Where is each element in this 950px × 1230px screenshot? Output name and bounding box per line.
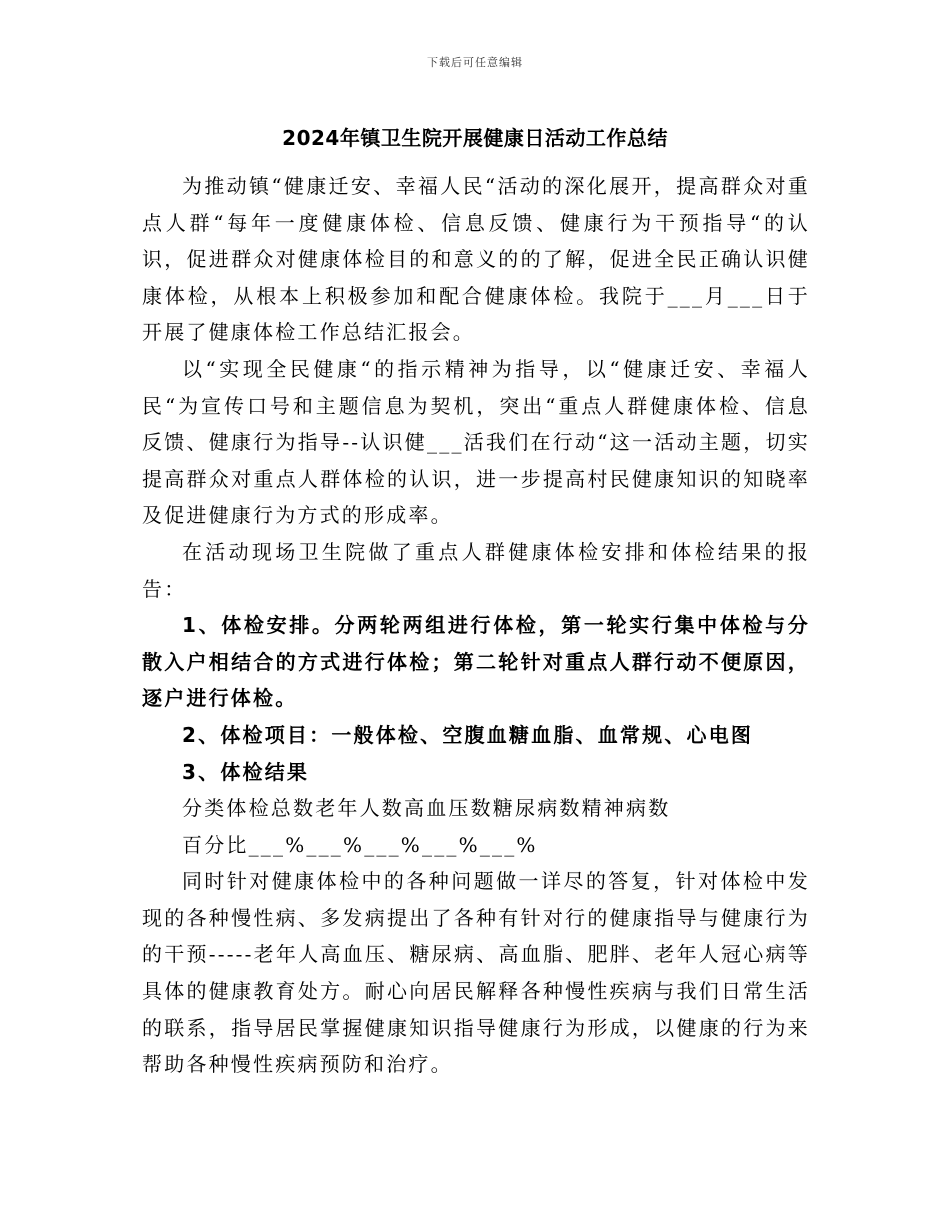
document-body bbox=[142, 168, 810, 1083]
paragraph-report-intro: 在活动现场卫生院做了重点人群健康体检安排和体检结果的报告： bbox=[142, 539, 810, 601]
results-categories-line: 分类体检总数老年人数高血压数糖尿病数精神病数 bbox=[182, 796, 671, 821]
section-exam-items: 2、体检项目：一般体检、空腹血糖血脂、血常规、心电图 bbox=[182, 722, 754, 747]
header-note: 下载后可任意编辑 bbox=[427, 56, 523, 69]
paragraph-intro: 为推动镇“健康迁安、幸福人民“活动的深化展开，提高群众对重点人群“每年一度健康体检、信息反馈、健康行为干预指导“的认识，促进群众对健康体检目的和意义的的了解，促进全民正确认识健康体检，从根本上积极参加和配合健康体检。我院于___月___日于开展了健康体检工作总结汇报会。 bbox=[142, 174, 810, 345]
section-exam-results: 3、体检结果 bbox=[182, 759, 310, 784]
page-title: 2024年镇卫生院开展健康日活动工作总结 bbox=[282, 126, 668, 150]
results-percentage-line: 百分比___%___%___%___%___% bbox=[182, 832, 538, 857]
paragraph-guidance: 以“实现全民健康“的指示精神为指导，以“健康迁安、幸福人民“为宣传口号和主题信息为契机，突出“重点人群健康体检、信息反馈、健康行为指导--认识健___活我们在行动“这一活动主题，切实提高群众对重点人群体检的认识，进一步提高村民健康知识的知晓率及促进健康行为方式的形成率。 bbox=[142, 356, 810, 528]
section-exam-arrangement: 1、体检安排。分两轮两组进行体检，第一轮实行集中体检与分散入户相结合的方式进行体检；第二轮针对重点人群行动不便原因，逐户进行体检。 bbox=[142, 613, 810, 711]
paragraph-followup: 同时针对健康体检中的各种问题做一详尽的答复，针对体检中发现的各种慢性病、多发病提出了各种有针对行的健康指导与健康行为的干预-----老年人高血压、糖尿病、高血脂、肥胖、老年人冠心病等具体的健康教育处方。耐心向居民解释各种慢性疾病与我们日常生活的联系，指导居民掌握健康知识指导健康行为形成，以健康的行为来帮助各种慢性疾病预防和治疗。 bbox=[142, 869, 810, 1077]
